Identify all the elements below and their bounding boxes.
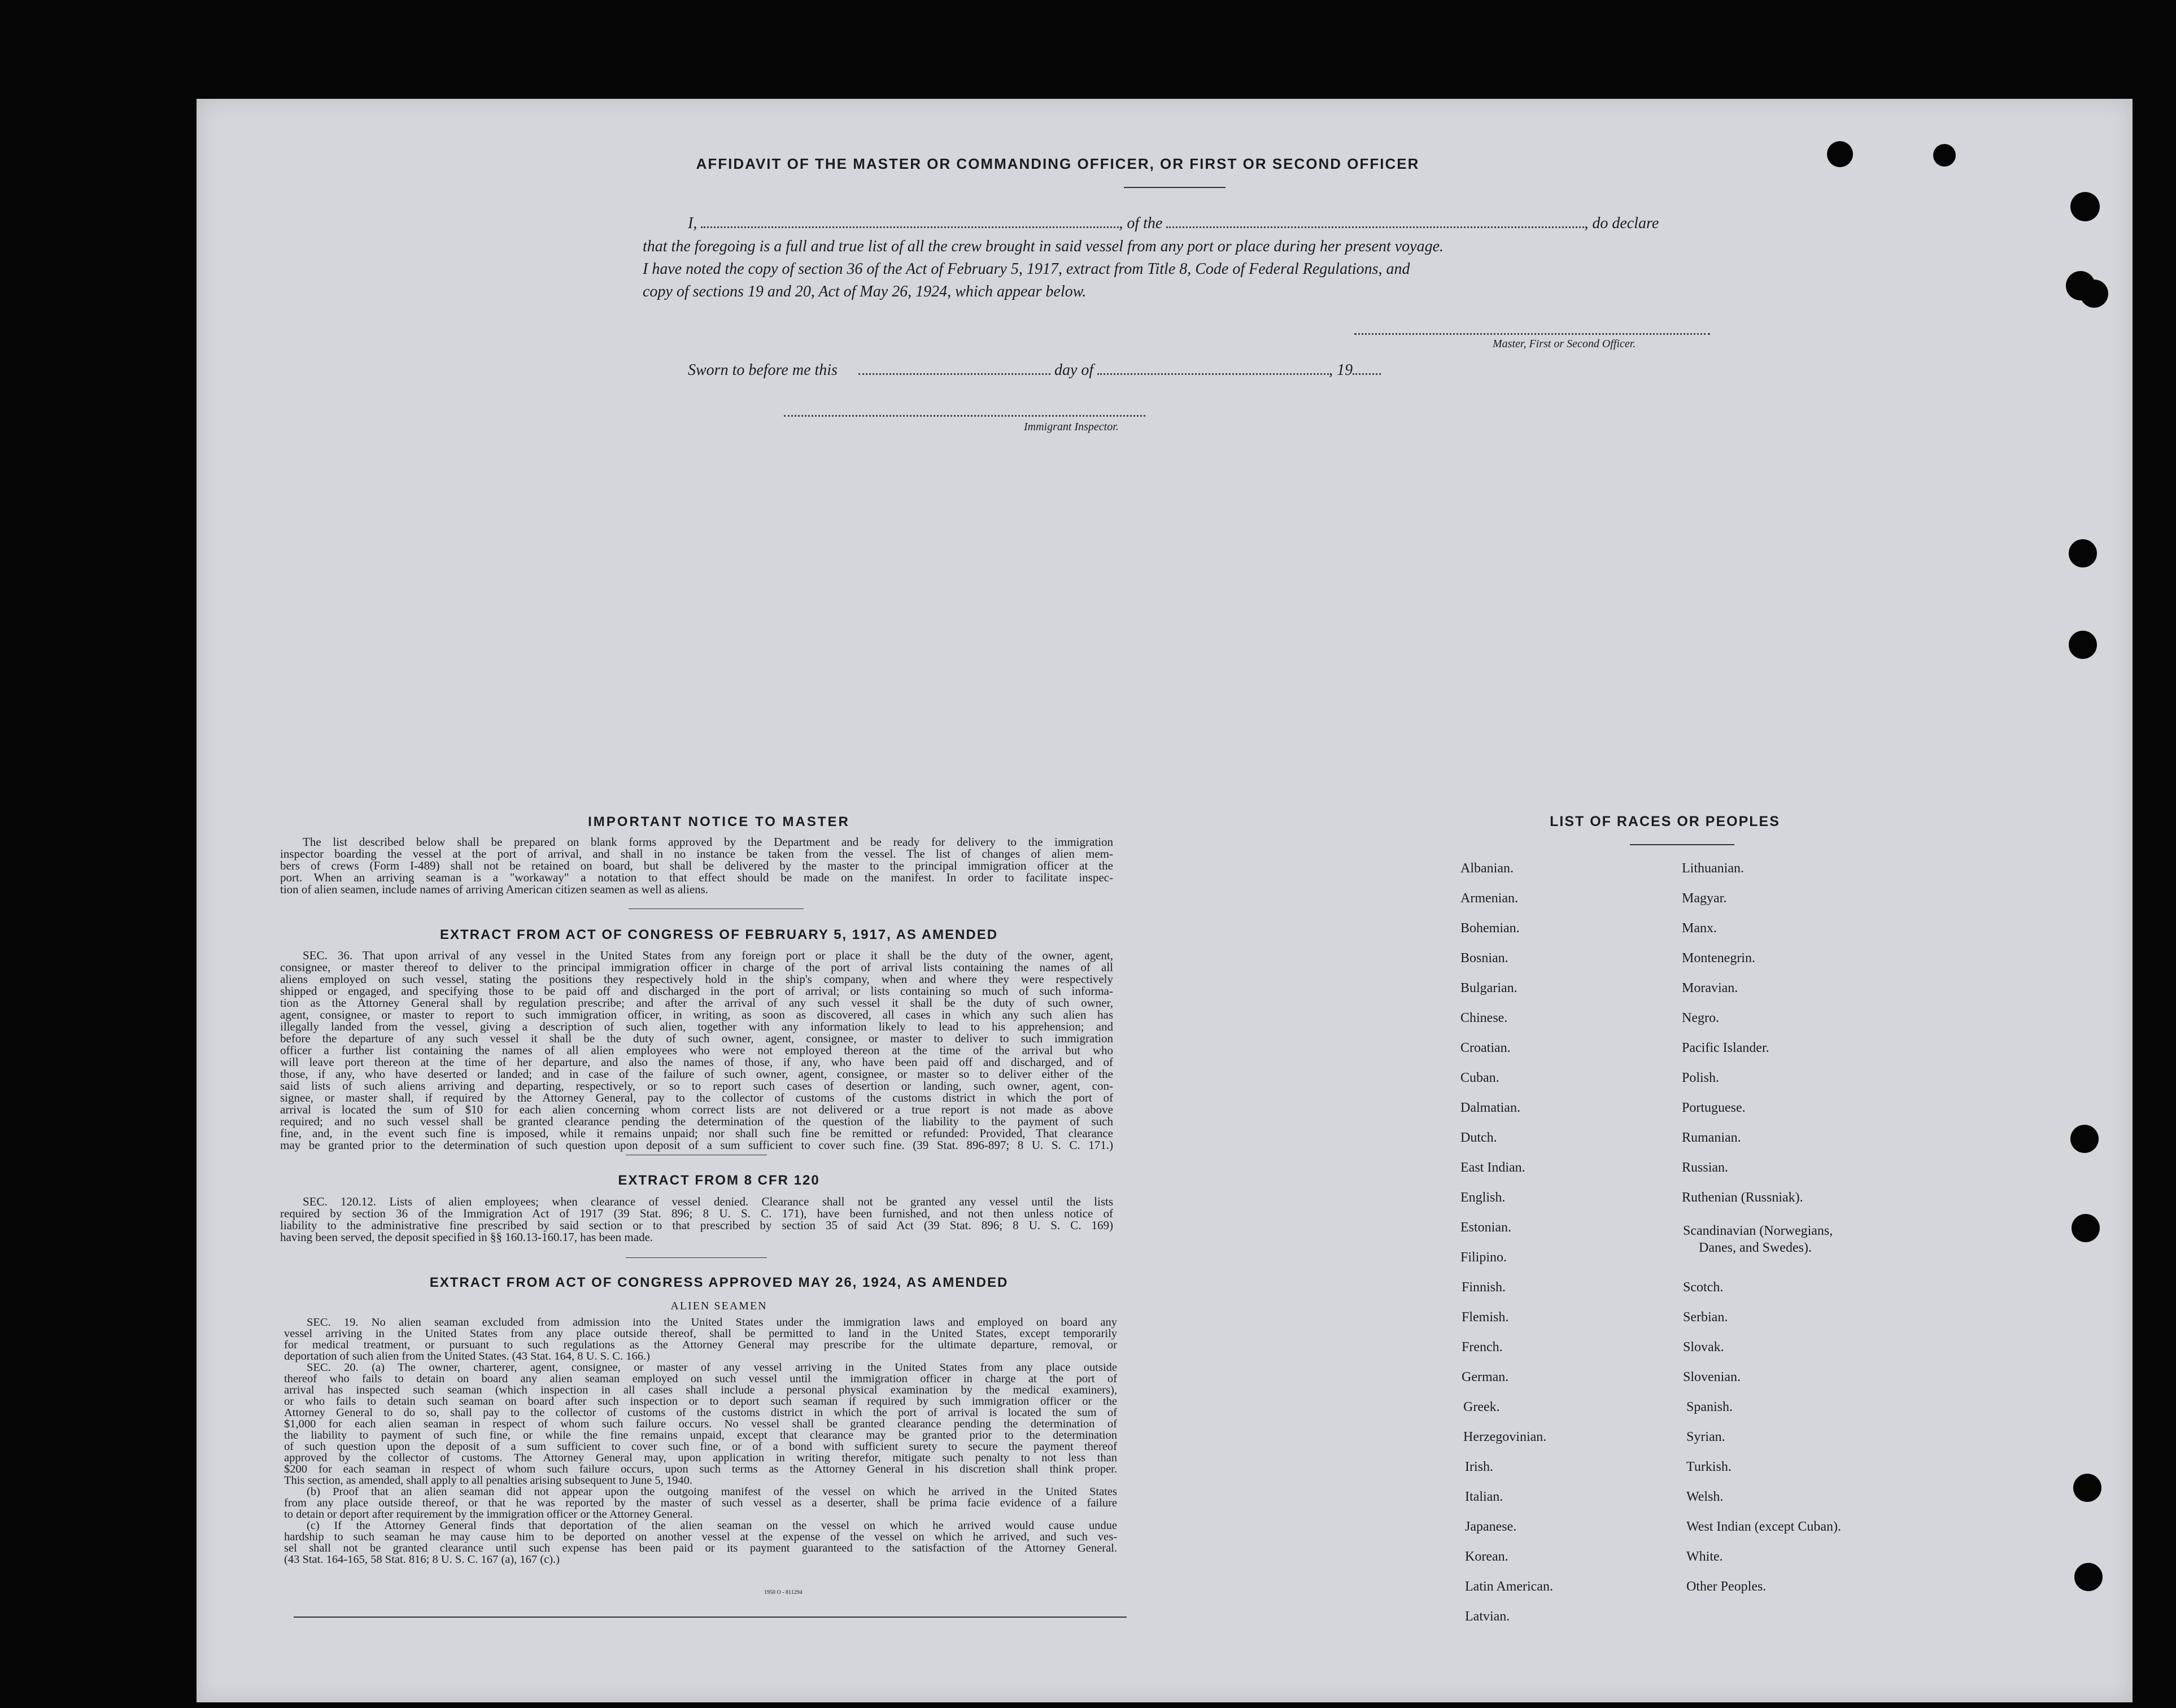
race-item: Finnish.: [1462, 1280, 1506, 1295]
race-item: Scotch.: [1683, 1280, 1724, 1295]
affidavit-line-2: that the foregoing is a full and true list of all the crew brought in said vessel from any port or place during her present voyage.: [643, 238, 1444, 255]
extract-1924-line: deportation of such alien from the United States. (43 Stat. 164, 8 U. S. C. 166.): [284, 1350, 650, 1362]
race-item: Moravian.: [1682, 981, 1738, 995]
race-item: Bosnian.: [1460, 951, 1508, 966]
extract-1924-line: from any place outside thereof, or that he was reported by the master of such vessel as a deserter, shall be prima facie evidence of a failure: [284, 1497, 1117, 1509]
extract-1917-line: fine, and, in the event such fine is imposed, while it remains unpaid; nor shall such fine be remitted or refunded: Provided, That clearance: [280, 1126, 1113, 1140]
race-item: Flemish.: [1462, 1310, 1509, 1325]
cfr-line: required by section 36 of the Immigration Act of 1917 (39 Stat. 896; 8 U. S. C. 171), have been furnished, and not then unless notice of: [280, 1207, 1113, 1220]
affidavit-of-the: , of the: [1119, 215, 1163, 232]
extract-1917-line: shipped or engaged, and specifying those to be paid off and discharged in the port of arrival; or lists containing so much of such informa-: [280, 984, 1113, 998]
affidavit-title-rule: [1124, 187, 1226, 188]
extract-1924-title: EXTRACT FROM ACT OF CONGRESS APPROVED MAY 26, 1924, AS AMENDED: [429, 1275, 1009, 1290]
print-code: 1950 O - 811294: [764, 1589, 803, 1596]
extract-1917-line: before the departure of any such vessel it shall be the duty of such owner, agent, consignee, or master to deliver to such immigration: [280, 1032, 1113, 1045]
master-signature-line[interactable]: [1354, 333, 1710, 335]
race-item: Albanian.: [1460, 861, 1514, 876]
sworn-month-field[interactable]: [1097, 373, 1329, 375]
punch-hole: [2069, 539, 2097, 567]
race-item: Magyar.: [1682, 891, 1727, 906]
race-item: Negro.: [1682, 1011, 1719, 1025]
races-title-rule: [1630, 844, 1734, 845]
extract-1917-line: officer a further list containing the names of all alien employees who were not employed thereon at the time of the arrival but who: [280, 1043, 1113, 1057]
race-item: Chinese.: [1460, 1011, 1508, 1025]
race-item: Danes, and Swedes).: [1699, 1240, 1812, 1255]
sworn-year: , 19: [1329, 361, 1353, 379]
extract-1917-line: arrival is located the sum of $10 for each alien concerning whom correct lists are not delivered or a true report is not made as above: [280, 1103, 1113, 1116]
punch-hole: [1933, 144, 1956, 167]
race-item: Serbian.: [1683, 1310, 1728, 1325]
inspector-signature-caption: Immigrant Inspector.: [1024, 421, 1119, 433]
race-item: German.: [1462, 1370, 1509, 1384]
notice-rule: [629, 908, 804, 909]
race-item: Italian.: [1465, 1489, 1503, 1504]
extract-1917-line: said lists of such aliens arriving and departing, respectively, or so to report such cases of desertion or landing, such owner, agent, con-: [280, 1079, 1113, 1093]
affidavit-i: I,: [688, 215, 697, 232]
race-item: Greek.: [1463, 1400, 1500, 1414]
race-item: Lithuanian.: [1682, 861, 1744, 876]
race-item: Latin American.: [1465, 1579, 1553, 1594]
extract-1917-line: consignee, or master thereof to deliver to the principal immigration officer in charge of the port of arrival lists containing the names of all: [280, 960, 1113, 974]
races-title: LIST OF RACES OR PEOPLES: [1550, 814, 1780, 829]
race-item: Turkish.: [1686, 1460, 1732, 1474]
race-item: Dalmatian.: [1460, 1100, 1520, 1115]
race-item: Bohemian.: [1460, 921, 1520, 936]
affidavit-do-declare: , do declare: [1584, 215, 1659, 232]
punch-hole: [2072, 1214, 2100, 1242]
bottom-rule: [294, 1617, 1127, 1618]
race-item: Syrian.: [1686, 1430, 1725, 1444]
sworn-line: [688, 361, 1381, 379]
extract-1924-line: $1,000 for each alien seaman in respect of whom such failure occurs. No vessel shall be granted clearance pending the determination of: [284, 1418, 1117, 1430]
form-page: [197, 99, 2133, 1702]
punch-hole: [2070, 1125, 2099, 1153]
notice-title: IMPORTANT NOTICE TO MASTER: [588, 814, 850, 829]
race-item: Slovak.: [1683, 1340, 1724, 1355]
punch-hole: [2074, 1563, 2103, 1591]
extract-1917-title: EXTRACT FROM ACT OF CONGRESS OF FEBRUARY 5, 1917, AS AMENDED: [439, 927, 998, 942]
sworn-day-field[interactable]: [858, 373, 1050, 375]
cfr-line: having been served, the deposit specified in §§ 160.13-160.17, has been made.: [280, 1230, 653, 1244]
affidavit-line-1: [688, 215, 1911, 233]
race-item: Filipino.: [1460, 1250, 1507, 1265]
cfr-title: EXTRACT FROM 8 CFR 120: [618, 1173, 820, 1188]
race-item: Rumanian.: [1682, 1130, 1741, 1145]
extract-1924-line: vessel arriving in the United States from any place outside thereof, shall be permitted to land in the United States, except temporarily: [284, 1327, 1117, 1340]
race-item: Dutch.: [1460, 1130, 1497, 1145]
extract-1917-text: [280, 950, 1113, 1151]
race-item: Croatian.: [1460, 1041, 1511, 1055]
extract-1924-line: (b) Proof that an alien seaman did not appear upon the outgoing manifest of the vessel on which he arrived in the United States: [307, 1486, 1117, 1498]
punch-hole: [1827, 141, 1853, 167]
sworn-day-of: day of: [1054, 361, 1094, 379]
extract-1924-line: $200 for each seaman in respect of whom such failure occurs, upon such terms as the Attorney General in his discretion shall think proper.: [284, 1463, 1117, 1475]
affidavit-title: AFFIDAVIT OF THE MASTER OR COMMANDING OFFICER, OR FIRST OR SECOND OFFICER: [696, 155, 1420, 172]
race-item: English.: [1460, 1190, 1506, 1205]
extract-1924-line: or who fails to detain such seaman on board after such inspection or to deport such seaman if required by such immigration officer or the: [284, 1395, 1117, 1408]
race-item: Irish.: [1465, 1460, 1493, 1474]
notice-line: tion of alien seamen, include names of arriving American citizen seamen as well as aliens.: [280, 883, 709, 896]
vessel-name-field[interactable]: [1166, 226, 1584, 228]
extract-1924-line: (c) If the Attorney General finds that deportation of the alien seaman on the vessel on which he arrived would cause undue: [307, 1519, 1117, 1532]
extract-1924-line: arrival has inspected such seaman (which inspection in all cases shall include a personal physical examination by the medical examiners),: [284, 1384, 1117, 1396]
race-item: Spanish.: [1686, 1400, 1733, 1414]
extract-1917-line: required; and no such vessel shall be granted clearance pending the determination of the question of the liability to the payment of such: [280, 1115, 1113, 1128]
extract-1924-line: for medical treatment, or pursuant to such regulations as the Attorney General may prescribe for the ultimate departure, removal, or: [284, 1339, 1117, 1351]
race-item: Armenian.: [1460, 891, 1518, 906]
extract-1924-line: SEC. 19. No alien seaman excluded from admission into the United States under the immigration laws and employed on board any: [307, 1316, 1117, 1329]
affidavit-line-4: copy of sections 19 and 20, Act of May 26, 1924, which appear below.: [643, 283, 1087, 300]
race-item: Polish.: [1682, 1071, 1720, 1085]
race-item: Montenegrin.: [1682, 951, 1755, 966]
extract-1917-line: agent, consignee, or master to report to such immigration officer, in writing, as soon as discovered, all cases in which any such alien has: [280, 1008, 1113, 1021]
race-item: Bulgarian.: [1460, 981, 1517, 995]
master-signature-caption: Master, First or Second Officer.: [1493, 338, 1636, 350]
race-item: Latvian.: [1465, 1609, 1510, 1624]
extract-1924-line: Attorney General to do so, shall pay to the collector of customs of the customs district in which the port of arrival is located the sum of: [284, 1406, 1117, 1419]
inspector-signature-line[interactable]: [784, 415, 1145, 417]
cfr-rule: [626, 1257, 767, 1258]
master-name-field[interactable]: [701, 226, 1119, 228]
notice-line: bers of crews (Form I-489) shall not be retained on board, but shall be delivered by the master to the principal immigration officer at the: [280, 859, 1113, 872]
race-item: Manx.: [1682, 921, 1717, 936]
race-item: West Indian (except Cuban).: [1686, 1519, 1841, 1534]
notice-line: The list described below shall be prepared on blank forms approved by the Department and be ready for delivery to the immigration: [303, 835, 1113, 849]
race-item: Japanese.: [1465, 1519, 1517, 1534]
race-item: Pacific Islander.: [1682, 1041, 1769, 1055]
cfr-line: liability to the administrative fine prescribed by said section or to that prescribed by section 35 of said Act (39 Stat. 896; 8 U. S. C. 169): [280, 1218, 1113, 1232]
affidavit-line-3: I have noted the copy of section 36 of the Act of February 5, 1917, extract from Title 8, Code of Federal Regulations, and: [643, 260, 1410, 278]
notice-text: [280, 836, 1113, 896]
race-item: Ruthenian (Russniak).: [1682, 1190, 1803, 1205]
cfr-line: SEC. 120.12. Lists of alien employees; when clearance of vessel denied. Clearance shall not be granted any vessel until the lists: [303, 1195, 1113, 1208]
punch-hole: [2069, 631, 2097, 659]
punch-hole: [2073, 1474, 2101, 1502]
extract-1924-line: sel shall not be granted clearance until such expense has been paid or its payment guaranteed to the satisfaction of the Attorney General.: [284, 1542, 1117, 1554]
extract-1924-text: [284, 1317, 1117, 1565]
extract-1924-line: to detain or deport after requirement by the immigration officer or the Attorney General.: [284, 1508, 693, 1521]
extract-1924-line: hardship to such seaman he may cause him to be deported on another vessel at the expense of the vessel on which he arrived, and such ves-: [284, 1531, 1117, 1543]
extract-1917-line: aliens employed on such vessel, stating the positions they respectively hold in the ship's company, when and where they were respectively: [280, 972, 1113, 986]
extract-1924-line: of such question upon the deposit of a sum sufficient to cover such fine, or of a bond with sufficient surety to secure the payment thereof: [284, 1440, 1117, 1453]
cfr-text: [280, 1196, 1113, 1243]
extract-1917-line: will leave port thereon at the time of her departure, and also the names of those, if any, who have been paid off and discharged, and of: [280, 1055, 1113, 1069]
race-item: French.: [1462, 1340, 1503, 1355]
race-item: Korean.: [1465, 1549, 1508, 1564]
extract-1924-line: This section, as amended, shall apply to all penalties arising subsequent to June 5, 1940.: [284, 1474, 693, 1487]
extract-1917-line: may be granted prior to the determination of such question upon deposit of a sum sufficient to cover such fine. (39 Stat. 896-897; 8 U. S. C. 171.): [280, 1138, 1113, 1152]
race-item: White.: [1686, 1549, 1723, 1564]
race-item: Russian.: [1682, 1160, 1729, 1175]
race-item: Scandinavian (Norwegians,: [1683, 1224, 1833, 1238]
race-item: Other Peoples.: [1686, 1579, 1767, 1594]
extract-1917-line: those, if any, who have deserted or landed; and in case of the failure of such owner, agent, consignee, or master so to deliver either of the: [280, 1067, 1113, 1081]
punch-hole: [2070, 192, 2100, 221]
extract-1924-line: approved by the collector of customs. The Attorney General may, upon application in writing therefor, mitigate such penalty to not less than: [284, 1452, 1117, 1464]
extract-1917-line: tion as the Attorney General shall by regulation prescribe; and after the arrival of any such vessel it shall be the duty of such owner,: [280, 996, 1113, 1010]
notice-line: port. When an arriving seaman is a "workaway" a notation to that effect should be made on the manifest. In order to facilitate inspec-: [280, 871, 1113, 884]
extract-1917-line: illegally landed from the vessel, giving a description of such alien, together with any information likely to lead to his apprehension; and: [280, 1020, 1113, 1033]
extract-1917-line: SEC. 36. That upon arrival of any vessel in the United States from any foreign port or place it shall be the duty of the owner, agent,: [303, 949, 1113, 962]
race-item: Slovenian.: [1683, 1370, 1741, 1384]
race-item: Welsh.: [1686, 1489, 1724, 1504]
sworn-text: Sworn to before me this: [688, 361, 838, 379]
extract-1924-subtitle: ALIEN SEAMEN: [670, 1300, 768, 1312]
race-item: Portuguese.: [1682, 1100, 1746, 1115]
extract-1924-line: SEC. 20. (a) The owner, charterer, agent, consignee, or master of any vessel arriving in the United States from any place outside: [307, 1361, 1117, 1374]
extract-1924-line: thereof who fails to detain on board any alien seaman employed on such vessel until the immigration officer in charge at the port of: [284, 1373, 1117, 1385]
race-item: Herzegovinian.: [1463, 1430, 1547, 1444]
race-item: Cuban.: [1460, 1071, 1499, 1085]
notice-line: inspector boarding the vessel at the port of arrival, and shall in no instance be taken from the vessel. The list of changes of alien mem-: [280, 847, 1113, 860]
extract-1924-line: (43 Stat. 164-165, 58 Stat. 816; 8 U. S. C. 167 (a), 167 (c).): [284, 1553, 560, 1566]
race-item: Estonian.: [1460, 1220, 1511, 1235]
extract-1924-line: the liability to payment of such fine, or while the fine remains unpaid, except that clearance may be granted prior to the determination: [284, 1429, 1117, 1441]
race-item: East Indian.: [1460, 1160, 1525, 1175]
sworn-year-field[interactable]: [1353, 373, 1381, 375]
punch-hole: [2080, 279, 2108, 308]
extract-1917-line: signee, or master shall, if required by the Attorney General, pay to the collector of customs of the customs district in which the port of: [280, 1091, 1113, 1104]
